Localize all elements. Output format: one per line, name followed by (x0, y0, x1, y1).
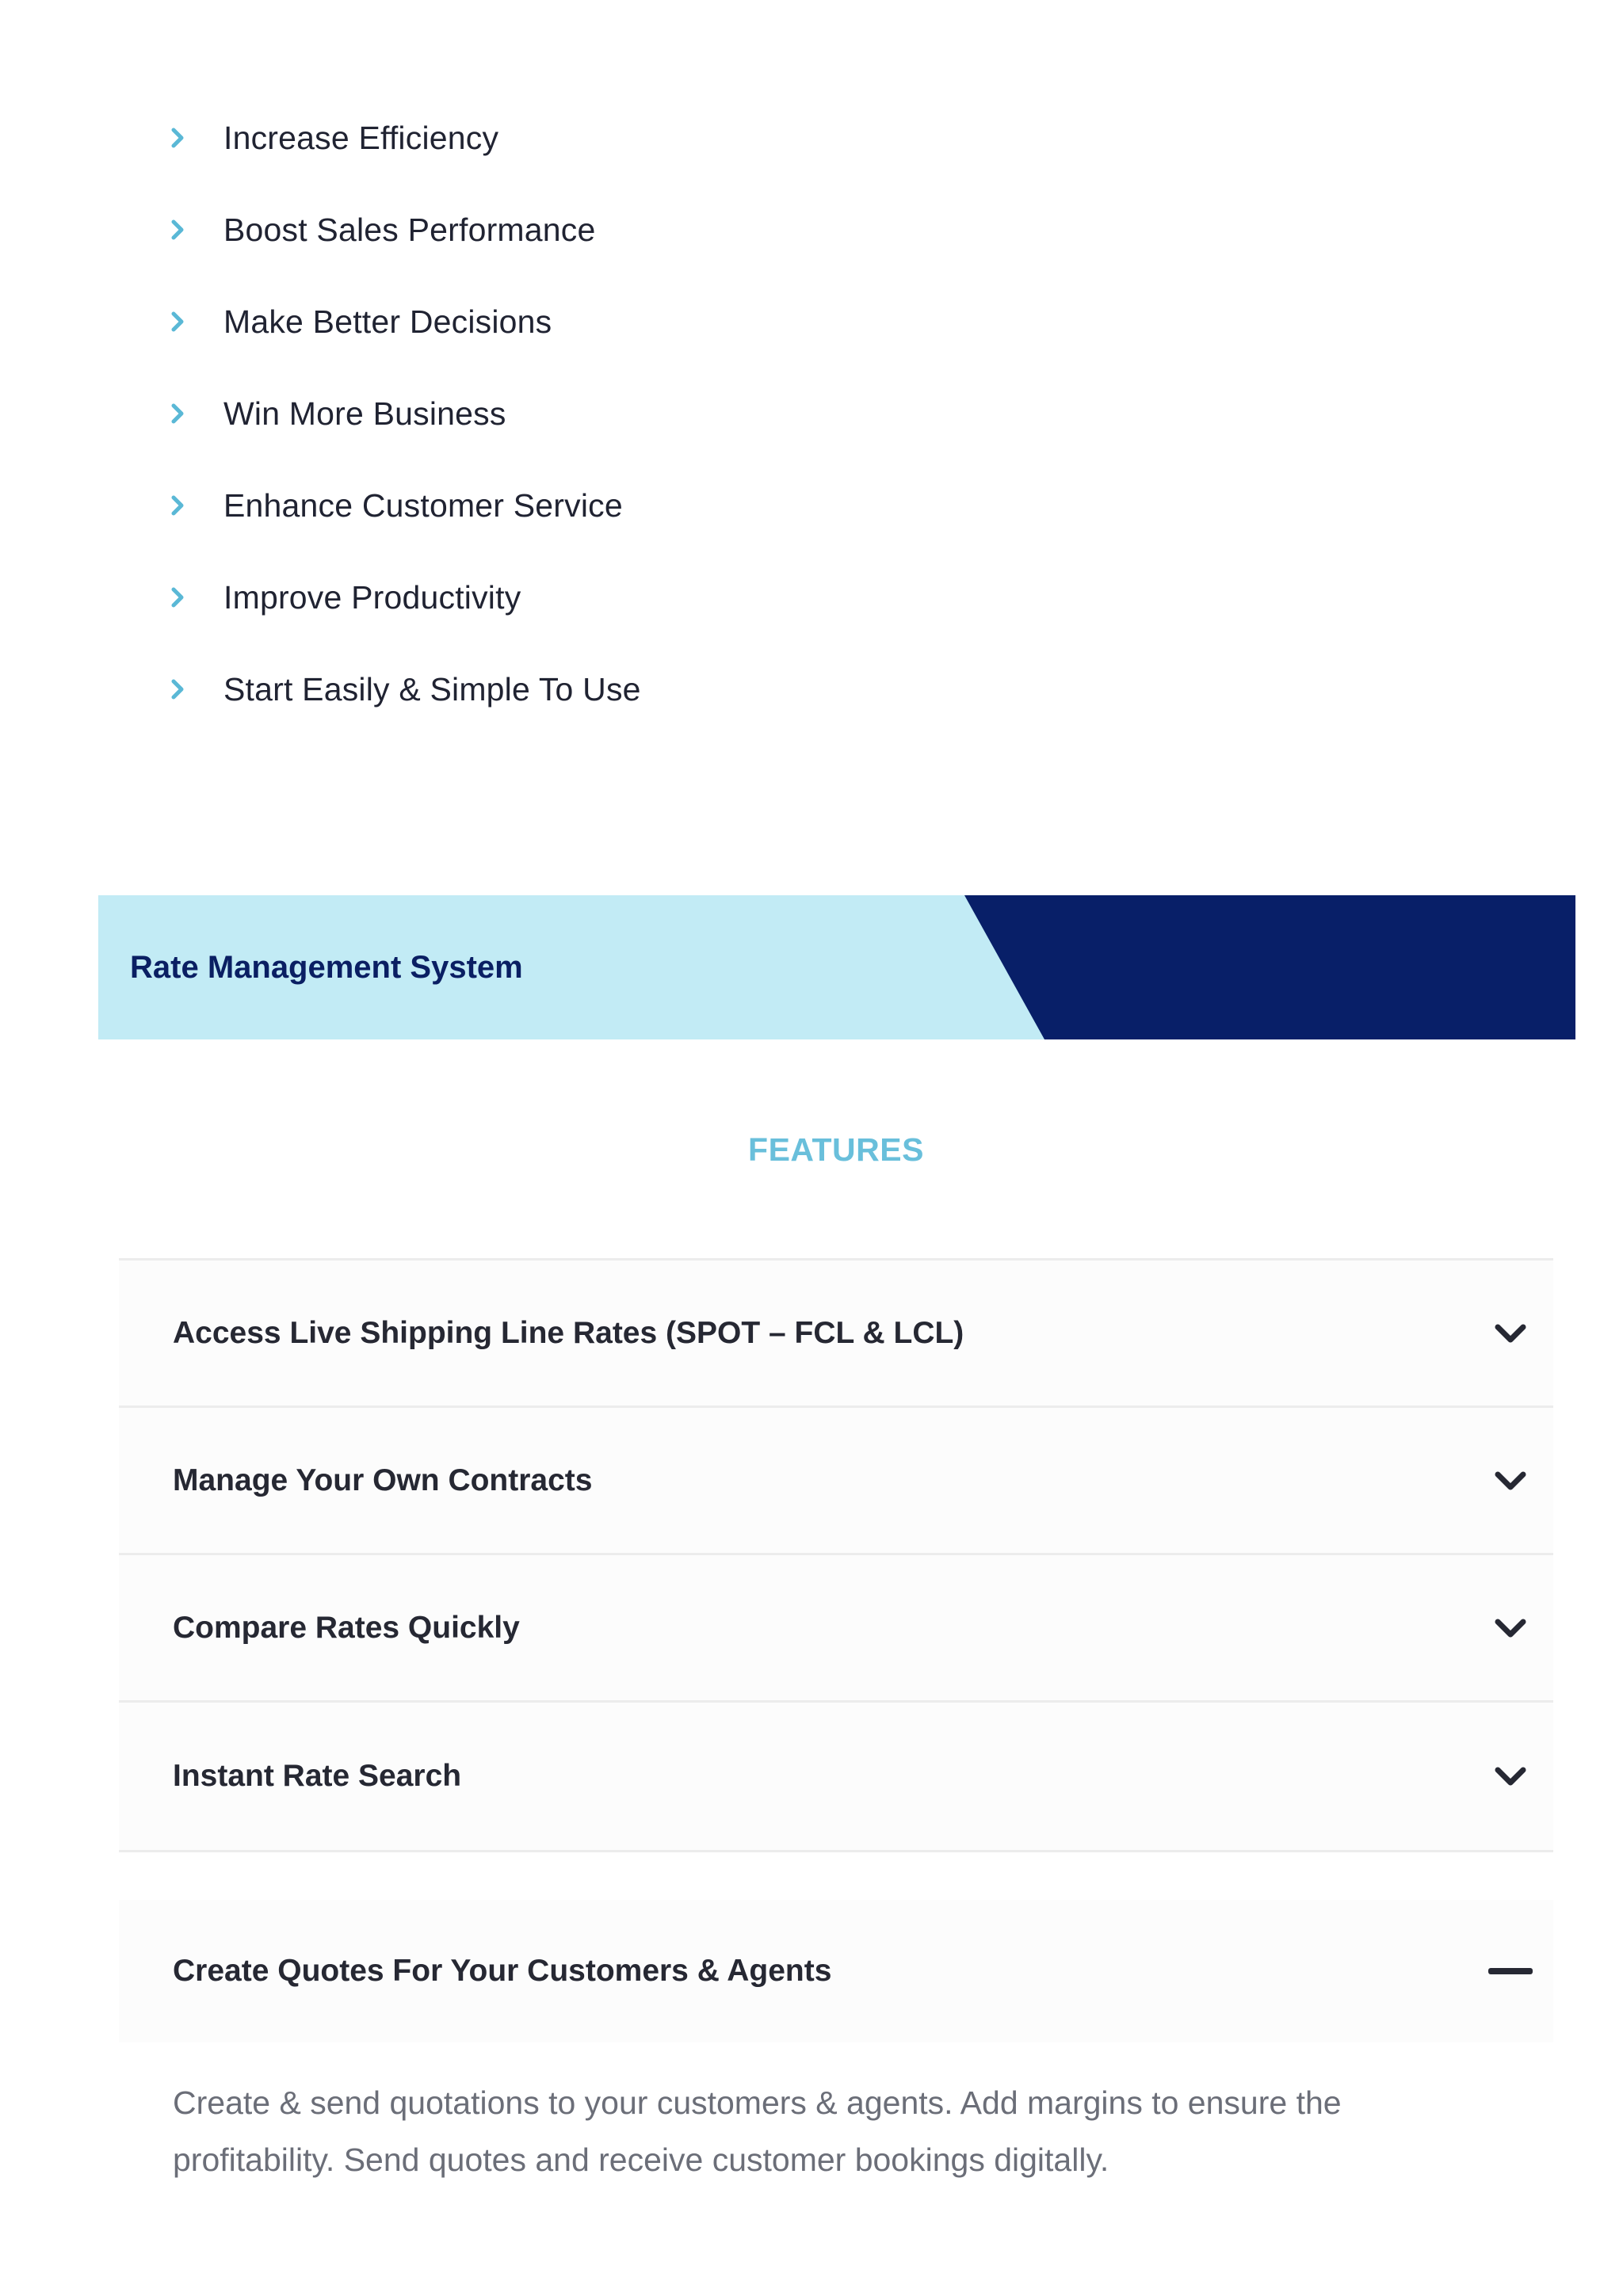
chevron-right-icon (166, 310, 190, 334)
accordion-item-title: Instant Rate Search (173, 1759, 462, 1793)
benefit-item (166, 551, 641, 643)
banner-title: Rate Management System (130, 949, 523, 985)
accordion-item-title: Access Live Shipping Line Rates (SPOT – FCL & LCL) (173, 1315, 964, 1350)
benefit-label: Boost Sales Performance (223, 211, 596, 248)
features-heading: FEATURES (748, 1131, 924, 1168)
benefit-item (166, 92, 641, 184)
benefit-label: Increase Efficiency (223, 119, 499, 156)
benefit-item (166, 643, 641, 735)
accordion-item-live-rates[interactable] (119, 1258, 1553, 1405)
accordion-item-compare-rates[interactable] (119, 1553, 1553, 1700)
accordion-item-contracts[interactable] (119, 1405, 1553, 1553)
benefits-list (166, 92, 641, 735)
accordion-item-title: Compare Rates Quickly (173, 1610, 520, 1645)
benefit-item (166, 276, 641, 368)
accordion-item-rate-search[interactable] (119, 1700, 1553, 1852)
chevron-right-icon (166, 585, 190, 609)
chevron-down-icon[interactable] (1487, 1760, 1534, 1792)
chevron-right-icon (166, 218, 190, 242)
chevron-right-icon (166, 126, 190, 150)
benefit-item (166, 184, 641, 276)
chevron-right-icon (166, 494, 190, 517)
benefit-label: Make Better Decisions (223, 303, 552, 340)
chevron-down-icon[interactable] (1487, 1465, 1534, 1497)
benefit-label: Start Easily & Simple To Use (223, 670, 641, 707)
accordion-item-title: Create Quotes For Your Customers & Agents (173, 1954, 832, 1988)
benefit-item (166, 368, 641, 460)
chevron-down-icon[interactable] (1487, 1612, 1534, 1644)
chevron-right-icon (166, 677, 190, 701)
accordion-item-create-quotes[interactable] (119, 1900, 1553, 2042)
accordion-item-body: Create & send quotations to your customers & agents. Add margins to ensure the profitability. Send quotes and receive customer bookings digitally. (173, 2084, 1342, 2178)
section-banner (98, 895, 1575, 1039)
accordion-item-title: Manage Your Own Contracts (173, 1463, 593, 1497)
benefit-item (166, 460, 641, 551)
chevron-right-icon (166, 402, 190, 425)
benefit-label: Win More Business (223, 395, 506, 432)
benefit-label: Enhance Customer Service (223, 486, 623, 524)
benefit-label: Improve Productivity (223, 578, 521, 616)
minus-icon[interactable] (1487, 1955, 1534, 1987)
chevron-down-icon[interactable] (1487, 1318, 1534, 1349)
features-accordion (119, 1258, 1553, 2188)
